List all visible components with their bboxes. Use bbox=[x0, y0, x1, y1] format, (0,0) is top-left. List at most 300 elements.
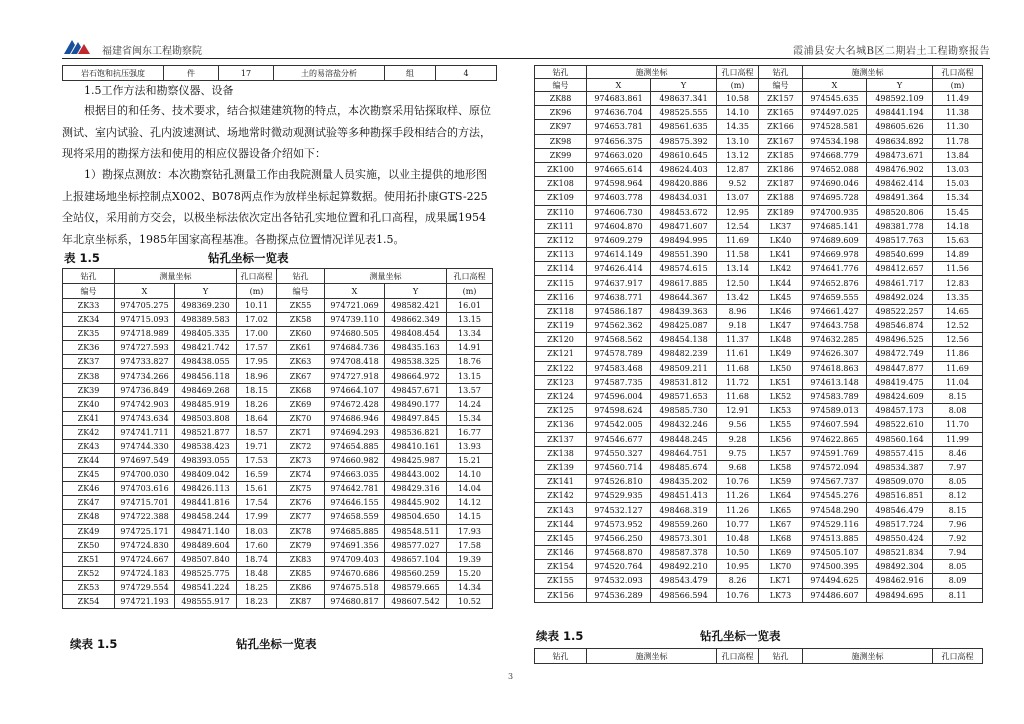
table-cell: ZK37 bbox=[63, 355, 115, 369]
table-cell: 498507.840 bbox=[175, 552, 237, 566]
table-cell: 498432.246 bbox=[651, 418, 717, 432]
table-cell: 974591.769 bbox=[803, 446, 867, 460]
table-cell: 498408.454 bbox=[385, 327, 447, 341]
table-cell: 974486.607 bbox=[803, 588, 867, 602]
table-row bbox=[63, 327, 493, 341]
table-cell: 974660.982 bbox=[325, 454, 385, 468]
table-row bbox=[63, 524, 493, 538]
table-cell: 974545.635 bbox=[803, 92, 867, 106]
table-cell: ZK120 bbox=[535, 333, 587, 347]
table-cell: 974727.593 bbox=[115, 341, 175, 355]
table-cell: 11.37 bbox=[717, 333, 759, 347]
table-cell: 974656.375 bbox=[587, 134, 651, 148]
table-cell: 974659.555 bbox=[803, 290, 867, 304]
table-cell: ZK74 bbox=[277, 468, 325, 482]
table-cell: 974670.686 bbox=[325, 566, 385, 580]
table-cell: 974646.155 bbox=[325, 496, 385, 510]
table-row bbox=[535, 517, 983, 531]
table-cell: ZK118 bbox=[535, 304, 587, 318]
table-cell: 498494.995 bbox=[651, 233, 717, 247]
table-cell: 11.49 bbox=[933, 92, 983, 106]
table-caption: 续表 1.5 bbox=[536, 629, 584, 643]
table-cell: ZK139 bbox=[535, 460, 587, 474]
table-cell: 974652.088 bbox=[803, 162, 867, 176]
column-header: X bbox=[325, 284, 385, 299]
table-cell: 498439.363 bbox=[651, 304, 717, 318]
table-cell: ZK145 bbox=[535, 531, 587, 545]
report-title: 霞浦县安大名城B区二期岩土工程勘察报告 bbox=[793, 46, 990, 57]
table-cell: 974725.171 bbox=[115, 524, 175, 538]
table-cell: LK59 bbox=[759, 475, 803, 489]
column-header: Y bbox=[867, 79, 933, 92]
table-cell: 组 bbox=[385, 66, 436, 81]
table-cell: 974560.714 bbox=[587, 460, 651, 474]
table-cell: ZK121 bbox=[535, 347, 587, 361]
table-cell: 974550.327 bbox=[587, 446, 651, 460]
table-cell: 974742.903 bbox=[115, 397, 175, 411]
table-cell: 15.34 bbox=[933, 191, 983, 205]
table-row bbox=[535, 162, 983, 176]
table-cell: 974606.730 bbox=[587, 205, 651, 219]
table-cell: 17.02 bbox=[237, 313, 277, 327]
table-cell: LK57 bbox=[759, 446, 803, 460]
table-cell: 498610.645 bbox=[651, 148, 717, 162]
table-cell: ZK141 bbox=[535, 475, 587, 489]
table-cell: 19.71 bbox=[237, 439, 277, 453]
table-cell: LK55 bbox=[759, 418, 803, 432]
table-cell: 12.91 bbox=[717, 404, 759, 418]
table-cell: LK50 bbox=[759, 361, 803, 375]
table-cell: 498560.164 bbox=[867, 432, 933, 446]
table-cell: 498522.610 bbox=[867, 418, 933, 432]
table-cell: 498421.742 bbox=[175, 341, 237, 355]
table-cell: ZK73 bbox=[277, 454, 325, 468]
table-cell: 19.39 bbox=[447, 552, 493, 566]
table-cell: 498503.808 bbox=[175, 411, 237, 425]
table-cell: 974643.758 bbox=[803, 319, 867, 333]
table-row bbox=[63, 439, 493, 453]
table-cell: 498369.230 bbox=[175, 299, 237, 313]
table-cell: 10.52 bbox=[447, 594, 493, 608]
table-cell: ZK54 bbox=[63, 594, 115, 608]
table-cell: 17 bbox=[219, 66, 274, 81]
table-cell: 10.48 bbox=[717, 531, 759, 545]
table-cell: 12.56 bbox=[933, 333, 983, 347]
table-cell: 498445.902 bbox=[385, 496, 447, 510]
table-row bbox=[535, 574, 983, 588]
table-cell: 12.95 bbox=[717, 205, 759, 219]
table-cell: 498482.239 bbox=[651, 347, 717, 361]
table-title: 钻孔坐标一览表 bbox=[208, 251, 289, 265]
table-cell: 14.89 bbox=[933, 248, 983, 262]
table-cell: 974703.616 bbox=[115, 482, 175, 496]
table-cell: 件 bbox=[164, 66, 219, 81]
table-cell: 498419.475 bbox=[867, 375, 933, 389]
table-cell: 974572.094 bbox=[803, 460, 867, 474]
table-cell: 498429.316 bbox=[385, 482, 447, 496]
table-cell: 18.48 bbox=[237, 566, 277, 580]
table-cell: 11.69 bbox=[933, 361, 983, 375]
table-cell: 498517.763 bbox=[867, 233, 933, 247]
table-cell: 18.23 bbox=[237, 594, 277, 608]
page-number: 3 bbox=[508, 672, 514, 681]
table-cell: ZK109 bbox=[535, 191, 587, 205]
table-row bbox=[535, 319, 983, 333]
table-row bbox=[63, 66, 497, 81]
table-cell: 11.26 bbox=[717, 489, 759, 503]
table-cell: ZK55 bbox=[277, 299, 325, 313]
table-row bbox=[63, 383, 493, 397]
table-cell: 18.03 bbox=[237, 524, 277, 538]
table-cell: 974686.946 bbox=[325, 411, 385, 425]
table-cell: ZK88 bbox=[535, 92, 587, 106]
borehole-coordinates-table-continued bbox=[534, 65, 983, 603]
table-cell: 498657.104 bbox=[385, 552, 447, 566]
table-cell: ZK34 bbox=[63, 313, 115, 327]
table-row bbox=[535, 560, 983, 574]
table-cell: 498525.555 bbox=[651, 106, 717, 120]
table-cell: 498485.919 bbox=[175, 397, 237, 411]
table-title: 钻孔坐标一览表 bbox=[236, 637, 317, 651]
table-cell: 974690.046 bbox=[803, 177, 867, 191]
table-row bbox=[535, 276, 983, 290]
table-cell: 974603.778 bbox=[587, 191, 651, 205]
table-cell: ZK53 bbox=[63, 580, 115, 594]
table-cell: 498496.525 bbox=[867, 333, 933, 347]
table-cell: 11.26 bbox=[717, 503, 759, 517]
table-row bbox=[535, 333, 983, 347]
table-cell: ZK63 bbox=[277, 355, 325, 369]
table-cell: 8.11 bbox=[933, 588, 983, 602]
table-row bbox=[535, 347, 983, 361]
table-cell: 974548.290 bbox=[803, 503, 867, 517]
table-cell: 11.78 bbox=[933, 134, 983, 148]
table-cell: 974566.250 bbox=[587, 531, 651, 545]
table-row bbox=[63, 552, 493, 566]
table-cell: 16.59 bbox=[237, 468, 277, 482]
table-cell: 498469.268 bbox=[175, 383, 237, 397]
table-cell: 498457.173 bbox=[867, 404, 933, 418]
table-cell: 498543.479 bbox=[651, 574, 717, 588]
table-cell: 15.45 bbox=[933, 205, 983, 219]
table-cell: 498471.140 bbox=[175, 524, 237, 538]
table-cell: 974578.789 bbox=[587, 347, 651, 361]
table-cell: 9.68 bbox=[717, 460, 759, 474]
table-cell: 8.12 bbox=[933, 489, 983, 503]
table-cell: 974694.293 bbox=[325, 425, 385, 439]
table-cell: 498409.042 bbox=[175, 468, 237, 482]
table-cell: 15.20 bbox=[447, 566, 493, 580]
table-cell: 498579.665 bbox=[385, 580, 447, 594]
table-cell: 8.15 bbox=[933, 503, 983, 517]
table-cell: 974545.276 bbox=[803, 489, 867, 503]
table-cell: 498561.635 bbox=[651, 120, 717, 134]
table-cell: 498585.730 bbox=[651, 404, 717, 418]
table-cell: 9.56 bbox=[717, 418, 759, 432]
table-cell: LK53 bbox=[759, 404, 803, 418]
table-cell: 土的易溶盐分析 bbox=[274, 66, 385, 81]
table-cell: 13.93 bbox=[447, 439, 493, 453]
test-summary-table bbox=[62, 65, 497, 81]
table-cell: LK49 bbox=[759, 347, 803, 361]
table-cell: 498577.027 bbox=[385, 538, 447, 552]
table-row bbox=[535, 148, 983, 162]
table-cell: 974661.427 bbox=[803, 304, 867, 318]
table-cell: 498497.845 bbox=[385, 411, 447, 425]
table-cell: 498509.070 bbox=[867, 475, 933, 489]
table-row bbox=[535, 446, 983, 460]
table-row bbox=[63, 425, 493, 439]
table-cell: 498574.615 bbox=[651, 262, 717, 276]
table-cell: 974669.978 bbox=[803, 248, 867, 262]
table-cell: 498541.224 bbox=[175, 580, 237, 594]
table-cell: ZK143 bbox=[535, 503, 587, 517]
table-cell: LK41 bbox=[759, 248, 803, 262]
table-cell: 10.50 bbox=[717, 546, 759, 560]
table-cell: 498551.390 bbox=[651, 248, 717, 262]
table-cell: ZK33 bbox=[63, 299, 115, 313]
table-cell: 974526.810 bbox=[587, 475, 651, 489]
table-cell: 974684.736 bbox=[325, 341, 385, 355]
table-cell: ZK146 bbox=[535, 546, 587, 560]
table-cell: 974736.849 bbox=[115, 383, 175, 397]
table-cell: 11.86 bbox=[933, 347, 983, 361]
column-header: 编号 bbox=[535, 79, 587, 92]
table-cell: 974587.735 bbox=[587, 375, 651, 389]
table-row bbox=[63, 510, 493, 524]
table-cell: 18.26 bbox=[237, 397, 277, 411]
table-cell: 974683.861 bbox=[587, 92, 651, 106]
table-cell: 13.35 bbox=[933, 290, 983, 304]
column-header: X bbox=[587, 79, 651, 92]
table-cell: LK69 bbox=[759, 546, 803, 560]
table-cell: 974741.711 bbox=[115, 425, 175, 439]
table-cell: 974705.275 bbox=[115, 299, 175, 313]
table-cell: ZK189 bbox=[759, 205, 803, 219]
table-cell: 18.25 bbox=[237, 580, 277, 594]
table-cell: 974528.581 bbox=[803, 120, 867, 134]
table-cell: ZK69 bbox=[277, 397, 325, 411]
table-cell: ZK38 bbox=[63, 369, 115, 383]
table-cell: 974609.279 bbox=[587, 233, 651, 247]
table-cell: 498473.671 bbox=[867, 148, 933, 162]
table-cell: 12.50 bbox=[717, 276, 759, 290]
table-row bbox=[535, 205, 983, 219]
table-cell: 498637.341 bbox=[651, 92, 717, 106]
table-cell: 8.15 bbox=[933, 389, 983, 403]
column-header: (m) bbox=[933, 79, 983, 92]
table-cell: 498546.874 bbox=[867, 319, 933, 333]
table-cell: ZK42 bbox=[63, 425, 115, 439]
table-row bbox=[535, 177, 983, 191]
table-cell: 974729.554 bbox=[115, 580, 175, 594]
table-cell: 14.35 bbox=[717, 120, 759, 134]
table-cell: 974685.141 bbox=[803, 219, 867, 233]
table-cell: 12.83 bbox=[933, 276, 983, 290]
table-row bbox=[535, 475, 983, 489]
table-cell: 974636.704 bbox=[587, 106, 651, 120]
table-cell: 498441.816 bbox=[175, 496, 237, 510]
table-cell: 18.57 bbox=[237, 425, 277, 439]
table-cell: 11.68 bbox=[717, 361, 759, 375]
table-cell: 974724.183 bbox=[115, 566, 175, 580]
table-cell: ZK75 bbox=[277, 482, 325, 496]
column-header: 施测坐标 bbox=[587, 649, 717, 664]
table-cell: 498517.724 bbox=[867, 517, 933, 531]
table-cell: 7.92 bbox=[933, 531, 983, 545]
column-header: 孔口高程 bbox=[933, 649, 983, 664]
table-cell: 974536.289 bbox=[587, 588, 651, 602]
table-row bbox=[535, 432, 983, 446]
table-cell: 974613.148 bbox=[803, 375, 867, 389]
table-cell: 498464.751 bbox=[651, 446, 717, 460]
table-cell: ZK136 bbox=[535, 418, 587, 432]
table-cell: 974743.634 bbox=[115, 411, 175, 425]
table-cell: 9.52 bbox=[717, 177, 759, 191]
table-cell: 974626.414 bbox=[587, 262, 651, 276]
table-cell: 10.58 bbox=[717, 92, 759, 106]
table-cell: 974567.737 bbox=[803, 475, 867, 489]
table-cell: 974586.187 bbox=[587, 304, 651, 318]
table-caption: 表 1.5 bbox=[64, 251, 100, 265]
table-cell: 498520.806 bbox=[867, 205, 933, 219]
table-cell: 974691.356 bbox=[325, 538, 385, 552]
table-cell: 974715.093 bbox=[115, 313, 175, 327]
table-row bbox=[63, 369, 493, 383]
table-cell: 974733.827 bbox=[115, 355, 175, 369]
table-cell: 498412.657 bbox=[867, 262, 933, 276]
table-cell: 974663.035 bbox=[325, 468, 385, 482]
table-cell: ZK124 bbox=[535, 389, 587, 403]
table-cell: ZK52 bbox=[63, 566, 115, 580]
table-cell: ZK48 bbox=[63, 510, 115, 524]
table-cell: 14.10 bbox=[717, 106, 759, 120]
table-cell: ZK43 bbox=[63, 439, 115, 453]
table-cell: 974622.865 bbox=[803, 432, 867, 446]
table-cell: 498617.885 bbox=[651, 276, 717, 290]
table-cell: 498538.325 bbox=[385, 355, 447, 369]
table-cell: 498471.607 bbox=[651, 219, 717, 233]
table-cell: 498453.672 bbox=[651, 205, 717, 219]
table-cell: 498435.163 bbox=[385, 341, 447, 355]
table-cell: 11.30 bbox=[933, 120, 983, 134]
table-cell: 8.08 bbox=[933, 404, 983, 418]
table-header-row bbox=[535, 66, 983, 79]
table-cell: 498557.415 bbox=[867, 446, 933, 460]
column-header: 孔口高程 bbox=[717, 649, 759, 664]
table-cell: 498462.916 bbox=[867, 574, 933, 588]
table-cell: 14.15 bbox=[447, 510, 493, 524]
table-cell: 498451.413 bbox=[651, 489, 717, 503]
table-cell: 14.65 bbox=[933, 304, 983, 318]
table-cell: 974529.116 bbox=[803, 517, 867, 531]
table-cell: 498634.892 bbox=[867, 134, 933, 148]
table-cell: 974685.885 bbox=[325, 524, 385, 538]
table-cell: 498492.304 bbox=[867, 560, 933, 574]
table-row bbox=[63, 397, 493, 411]
table-cell: 974532.127 bbox=[587, 503, 651, 517]
table-cell: ZK67 bbox=[277, 369, 325, 383]
table-cell: 974722.388 bbox=[115, 510, 175, 524]
table-cell: ZK137 bbox=[535, 432, 587, 446]
table-cell: 8.26 bbox=[717, 574, 759, 588]
table-cell: ZK51 bbox=[63, 552, 115, 566]
table-header-row bbox=[63, 284, 493, 299]
table-cell: ZK187 bbox=[759, 177, 803, 191]
table-cell: ZK157 bbox=[759, 92, 803, 106]
table-cell: ZK50 bbox=[63, 538, 115, 552]
table-row bbox=[535, 361, 983, 375]
table-cell: LK45 bbox=[759, 290, 803, 304]
section-title: 1.5工作方法和勘察仪器、设备 bbox=[84, 84, 234, 97]
table-cell: 17.53 bbox=[237, 454, 277, 468]
table-cell: ZK111 bbox=[535, 219, 587, 233]
table-cell: ZK36 bbox=[63, 341, 115, 355]
column-header: 测量坐标 bbox=[325, 269, 447, 284]
column-header: 钻孔 bbox=[759, 66, 803, 79]
table-cell: 498454.138 bbox=[651, 333, 717, 347]
table-cell: LK40 bbox=[759, 233, 803, 247]
table-cell: 498494.695 bbox=[867, 588, 933, 602]
table-cell: ZK144 bbox=[535, 517, 587, 531]
table-cell: 7.96 bbox=[933, 517, 983, 531]
table-cell: 12.52 bbox=[933, 319, 983, 333]
table-cell: LK64 bbox=[759, 489, 803, 503]
table-cell: 498393.055 bbox=[175, 454, 237, 468]
table-cell: ZK83 bbox=[277, 552, 325, 566]
table-row bbox=[63, 594, 493, 608]
column-header: 钻孔 bbox=[759, 649, 803, 664]
table-cell: 11.61 bbox=[717, 347, 759, 361]
table-cell: LK37 bbox=[759, 219, 803, 233]
table-cell: 498566.594 bbox=[651, 588, 717, 602]
table-cell: 498457.671 bbox=[385, 383, 447, 397]
page-header bbox=[62, 34, 990, 59]
table-cell: 974739.110 bbox=[325, 313, 385, 327]
table-cell: 498491.364 bbox=[867, 191, 933, 205]
table-cell: 16.01 bbox=[447, 299, 493, 313]
table-cell: 974715.701 bbox=[115, 496, 175, 510]
table-cell: 13.10 bbox=[717, 134, 759, 148]
table-cell: 498573.301 bbox=[651, 531, 717, 545]
table-cell: 974542.005 bbox=[587, 418, 651, 432]
table-cell: 974652.876 bbox=[803, 276, 867, 290]
table-row bbox=[63, 313, 493, 327]
table-cell: 11.04 bbox=[933, 375, 983, 389]
table-cell: 11.58 bbox=[717, 248, 759, 262]
table-row bbox=[63, 341, 493, 355]
table-row bbox=[63, 299, 493, 313]
table-cell: 18.15 bbox=[237, 383, 277, 397]
table-cell: 15.61 bbox=[237, 482, 277, 496]
table-cell: ZK100 bbox=[535, 162, 587, 176]
table-cell: 18.96 bbox=[237, 369, 277, 383]
table-cell: 974721.193 bbox=[115, 594, 175, 608]
table-cell: 974718.989 bbox=[115, 327, 175, 341]
table-cell: ZK125 bbox=[535, 404, 587, 418]
table-cell: LK70 bbox=[759, 560, 803, 574]
table-cell: ZK115 bbox=[535, 276, 587, 290]
table-cell: 16.77 bbox=[447, 425, 493, 439]
table-cell: 498522.257 bbox=[867, 304, 933, 318]
table-cell: 11.56 bbox=[933, 262, 983, 276]
table-cell: 974573.952 bbox=[587, 517, 651, 531]
table-cell: 498389.583 bbox=[175, 313, 237, 327]
table-cell: ZK40 bbox=[63, 397, 115, 411]
table-row bbox=[535, 233, 983, 247]
company-name: 福建省闽东工程勘察院 bbox=[102, 46, 202, 57]
table-cell: 974632.285 bbox=[803, 333, 867, 347]
